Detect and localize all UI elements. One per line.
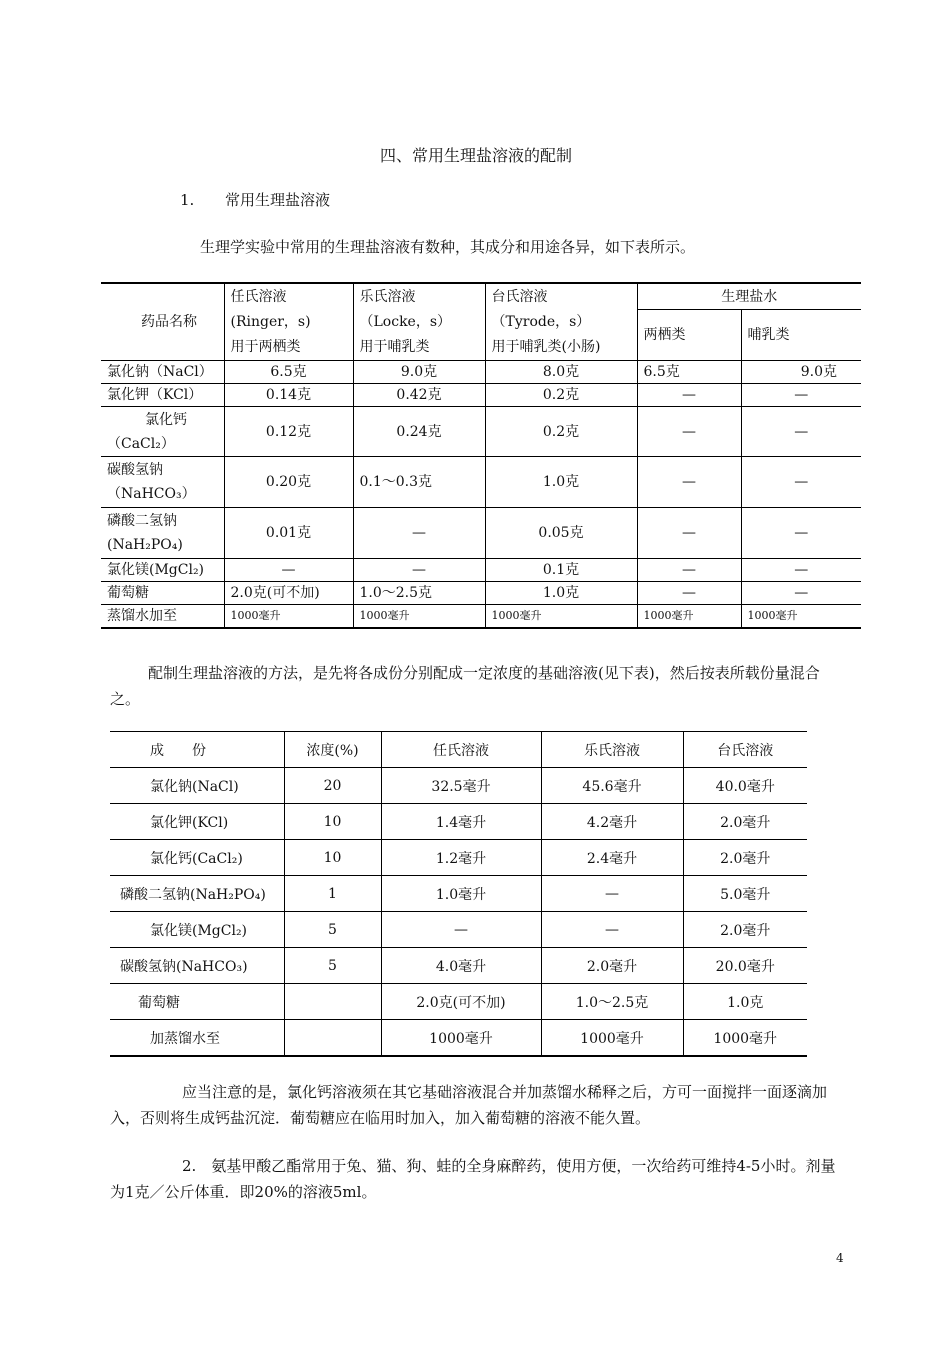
paragraph: 配制生理盐溶液的方法，是先将各成份分别配成一定浓度的基础溶液(见下表)，然后按表所载份量混合之。 bbox=[110, 664, 820, 708]
page-number: 4 bbox=[836, 1251, 844, 1265]
header-concentration: 浓度(%) bbox=[284, 732, 381, 768]
table-row: 葡萄糖 2.0克(可不加) 1.0～2.5克 1.0克 bbox=[110, 984, 807, 1020]
table-row: 氯化钾（KCl） 0.14克 0.42克 0.2克 — — bbox=[101, 384, 861, 407]
header-ringer: 任氏溶液 (Ringer，s) 用于两栖类 bbox=[224, 283, 353, 361]
table-row: 碳酸氢钠(NaHCO₃) 5 4.0毫升 2.0毫升 20.0毫升 bbox=[110, 948, 807, 984]
table-row: 磷酸二氢钠(NaH₂PO₄) 1 1.0毫升 — 5.0毫升 bbox=[110, 876, 807, 912]
header-tyrode: 台氏溶液 （Tyrode，s） 用于哺乳类(小肠) bbox=[485, 283, 637, 361]
drug-name: 葡萄糖 bbox=[101, 582, 224, 605]
drug-name: 氯化钾（KCl） bbox=[101, 384, 224, 407]
table-row: 磷酸二氢钠 (NaH₂PO₄) 0.01克 — 0.05克 — — bbox=[101, 508, 861, 559]
table-row: 葡萄糖 2.0克(可不加) 1.0～2.5克 1.0克 — — bbox=[101, 582, 861, 605]
drug-name: 磷酸二氢钠 (NaH₂PO₄) bbox=[101, 508, 224, 559]
header-ringer: 任氏溶液 bbox=[381, 732, 541, 768]
page-title: 四、常用生理盐溶液的配制 bbox=[379, 146, 572, 165]
section-number: 1. bbox=[180, 191, 195, 209]
header-locke: 乐氏溶液 （Locke，s） 用于哺乳类 bbox=[353, 283, 485, 361]
header-drug-name: 药品名称 bbox=[101, 283, 224, 361]
header-tyrode: 台氏溶液 bbox=[683, 732, 807, 768]
paragraph: 2. 氨基甲酸乙酯常用于兔、猫、狗、蛙的全身麻醉药，使用方便，一次给药可维持4-5小时。剂量为1克／公斤体重．即20%的溶液5ml。 bbox=[110, 1157, 836, 1201]
paragraph: 应当注意的是，氯化钙溶液须在其它基础溶液混合并加蒸馏水稀释之后，方可一面搅拌一面逐滴加入，否则将生成钙盐沉淀．葡萄糖应在临用时加入，加入葡萄糖的溶液不能久置。 bbox=[110, 1083, 828, 1127]
section-heading bbox=[180, 189, 330, 210]
intro-text: 生理学实验中常用的生理盐溶液有数种，其成分和用途各异，如下表所示。 bbox=[200, 238, 696, 256]
header-component: 成 份 bbox=[110, 732, 284, 768]
table-row: 氯化钙 （CaCl₂） 0.12克 0.24克 0.2克 — — bbox=[101, 407, 861, 457]
table-row: 氯化镁(MgCl₂) — — 0.1克 — — bbox=[101, 559, 861, 582]
table-row: 加蒸馏水至 1000毫升 1000毫升 1000毫升 bbox=[110, 1020, 807, 1057]
table-row: 氯化镁(MgCl₂) 5 — — 2.0毫升 bbox=[110, 912, 807, 948]
table-header-row bbox=[110, 732, 807, 768]
table-row: 碳酸氢钠 （NaHCO₃） 0.20克 0.1～0.3克 1.0克 — — bbox=[101, 457, 861, 508]
header-locke: 乐氏溶液 bbox=[541, 732, 683, 768]
header-saline: 生理盐水 bbox=[637, 283, 861, 310]
stock-solution-table bbox=[110, 731, 807, 1057]
table-row: 氯化钙(CaCl₂) 10 1.2毫升 2.4毫升 2.0毫升 bbox=[110, 840, 807, 876]
section-label: 常用生理盐溶液 bbox=[225, 191, 331, 209]
drug-name: 氯化钙 （CaCl₂） bbox=[101, 407, 224, 457]
drug-name: 碳酸氢钠 （NaHCO₃） bbox=[101, 457, 224, 508]
table-row: 氯化钠(NaCl) 20 32.5毫升 45.6毫升 40.0毫升 bbox=[110, 768, 807, 804]
drug-name: 氯化镁(MgCl₂) bbox=[101, 559, 224, 582]
drug-name: 蒸馏水加至 bbox=[101, 605, 224, 629]
header-amphibian: 两栖类 bbox=[637, 310, 741, 361]
table-row: 氯化钾(KCl) 10 1.4毫升 4.2毫升 2.0毫升 bbox=[110, 804, 807, 840]
drug-name: 氯化钠（NaCl） bbox=[101, 361, 224, 384]
header-mammal: 哺乳类 bbox=[741, 310, 861, 361]
saline-composition-table bbox=[101, 282, 861, 629]
table-row: 蒸馏水加至 1000毫升 1000毫升 1000毫升 1000毫升 1000毫升 bbox=[101, 605, 861, 629]
table-row: 氯化钠（NaCl） 6.5克 9.0克 8.0克 6.5克 9.0克 bbox=[101, 361, 861, 384]
